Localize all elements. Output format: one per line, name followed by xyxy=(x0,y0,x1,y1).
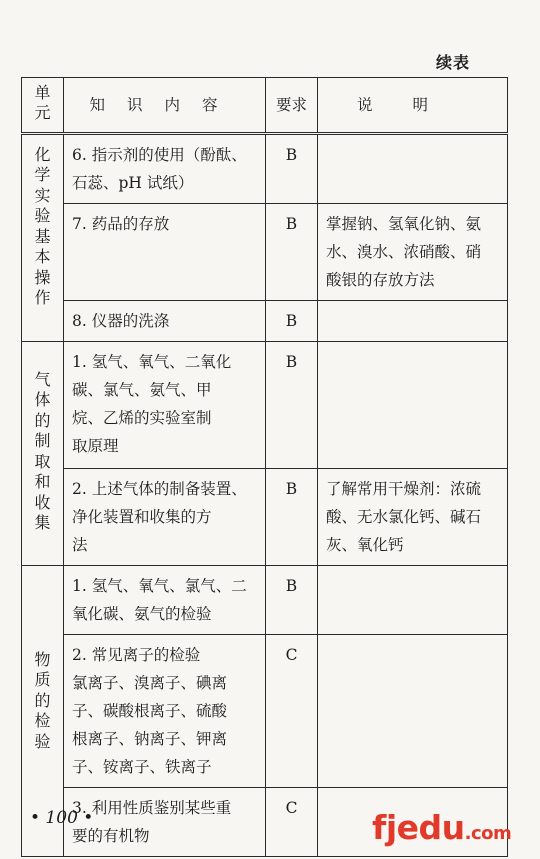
page-number: • 100 • xyxy=(30,808,94,828)
table-row xyxy=(22,134,508,204)
note-cell: 了解常用干燥剂：浓硫 酸、无水氯化钙、碱石 灰、氧化钙 xyxy=(318,469,508,566)
continued-label: 续表 xyxy=(435,53,470,72)
header-requirement: 要求 xyxy=(266,78,318,134)
requirement-cell: B xyxy=(266,566,318,635)
unit-cell: 气体的制取和收集 xyxy=(22,342,64,566)
header-unit: 单元 xyxy=(22,78,64,134)
table-row xyxy=(22,204,508,301)
header-note: 说明 xyxy=(318,78,508,134)
table-row xyxy=(22,301,508,342)
note-cell xyxy=(318,635,508,788)
requirement-cell: B xyxy=(266,301,318,342)
note-cell xyxy=(318,566,508,635)
note-cell xyxy=(318,134,508,204)
content-cell: 1. 氢气、氧气、二氧化 碳、氯气、氨气、甲 烷、乙烯的实验室制 取原理 xyxy=(64,342,266,469)
requirement-cell: B xyxy=(266,469,318,566)
content-cell: 3. 利用性质鉴别某些重 要的有机物 xyxy=(64,788,266,857)
note-cell xyxy=(318,301,508,342)
table-row xyxy=(22,342,508,469)
requirement-cell: B xyxy=(266,204,318,301)
table-row xyxy=(22,635,508,788)
header-content: 知识内容 xyxy=(64,78,266,134)
content-cell: 8. 仪器的洗涤 xyxy=(64,301,266,342)
note-cell: 掌握钠、氢氧化钠、氨 水、溴水、浓硝酸、硝 酸银的存放方法 xyxy=(318,204,508,301)
table-header-row xyxy=(22,78,508,134)
unit-cell: 化学实验基本操作 xyxy=(22,134,64,342)
watermark-logo: fjedu.com xyxy=(372,808,512,847)
table-row xyxy=(22,469,508,566)
knowledge-table xyxy=(21,77,508,857)
content-cell: 2. 上述气体的制备装置、 净化装置和收集的方 法 xyxy=(64,469,266,566)
content-cell: 6. 指示剂的使用（酚酞、 石蕊、pH 试纸） xyxy=(64,134,266,204)
unit-cell: 物质的检验 xyxy=(22,566,64,857)
table-row xyxy=(22,566,508,635)
content-cell: 2. 常见离子的检验 氯离子、溴离子、碘离 子、碳酸根离子、硫酸 根离子、钠离子、钾离 子、铵离子、铁离子 xyxy=(64,635,266,788)
requirement-cell: C xyxy=(266,635,318,788)
requirement-cell: C xyxy=(266,788,318,857)
requirement-cell: B xyxy=(266,342,318,469)
requirement-cell: B xyxy=(266,134,318,204)
content-cell: 1. 氢气、氧气、氯气、二 氧化碳、氨气的检验 xyxy=(64,566,266,635)
content-cell: 7. 药品的存放 xyxy=(64,204,266,301)
note-cell xyxy=(318,342,508,469)
